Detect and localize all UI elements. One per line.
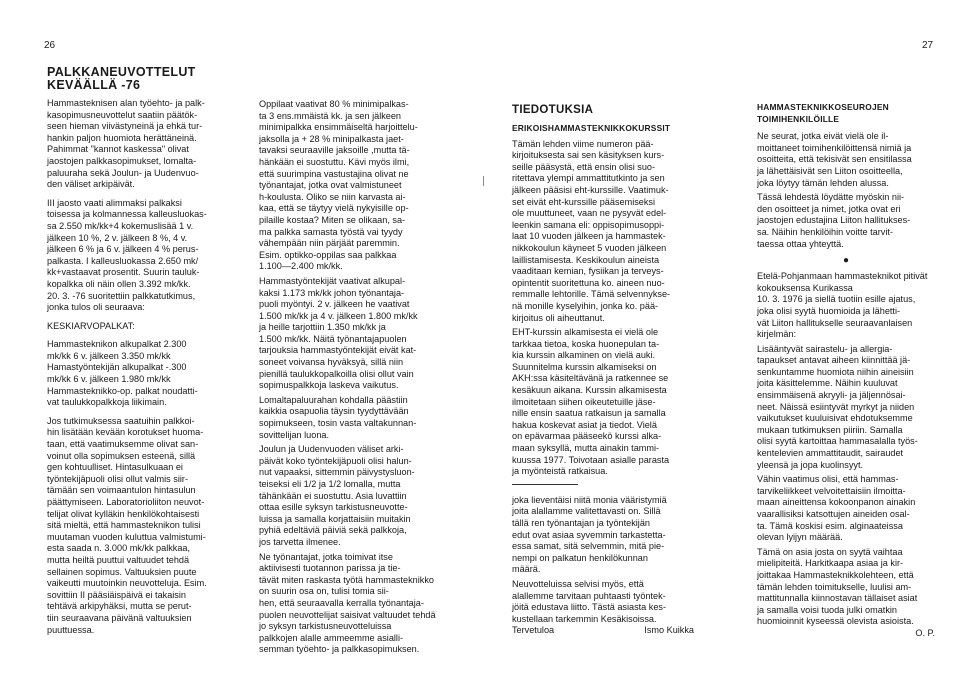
text-line: nikkokoulun käyneet 5 vuoden jälkeen (512, 242, 667, 253)
text-line: Oppilaat vaativat 80 % minimipalkas- (259, 99, 409, 109)
text-line: jaostojen edustajina Liiton hallitukses- (757, 215, 911, 226)
text-line: semman työehto- ja palkkasopimuksen. (259, 644, 420, 655)
title-line: HAMMASTEKNIKKOSEUROJEN (757, 102, 889, 112)
text-line: leenkin samana eli: oppisopimusoppi- (512, 219, 665, 230)
text-line: taessa ottaa yhteyttä. (757, 238, 844, 249)
paragraph (757, 547, 935, 628)
text-line: palkkojen alalle ammeemme asialli- (259, 632, 404, 643)
text-line: Etelä-Pohjanmaan hammasteknikot pitivät kokouksensa Kurikassa (757, 271, 928, 293)
text-line: jo syksyn tarkistusneuvotteluissa (259, 621, 392, 632)
page-number-right: 27 (922, 40, 934, 51)
text-line: nille ensin saatua ratkaisun ja samalla (512, 408, 666, 419)
text-line: tiin seuraavana päivänä valtuuksien (47, 612, 192, 623)
text-line: mk/kk 6 v. jälkeen 1.980 mk/kk (47, 374, 171, 385)
text-line: jonka tulos oli seuraava: (47, 302, 145, 313)
greeting: Tervetuloa (512, 625, 555, 636)
text-line: vaarallisiksi katsottujen aineiden osal- (757, 509, 910, 519)
paragraph (757, 192, 935, 250)
text-line: tähänkään ei suostuttu. Asia luvattiin (259, 490, 407, 501)
text-line: KESKIARVOPALKAT: (47, 320, 135, 331)
title-line: PALKKANEUVOTTELUT (47, 65, 196, 79)
text-line: ottaa esille syksyn tarkistusneuvotte- (259, 502, 408, 513)
text-line: puoli myöntyi. 2 v. jälkeen he vaativat (259, 299, 410, 310)
page-number-left: 26 (44, 40, 56, 51)
paragraph (47, 321, 237, 333)
text-line: vaikeutti muutoinkin neuvotteluja. Esim. (47, 578, 207, 589)
text-line: tarkkaa tietoa, koska huonepulan ta- (512, 338, 660, 349)
text-line: Jos tutkimuksessa saatuihin palkkoi- (47, 415, 195, 426)
paragraph (259, 99, 449, 273)
text-line: voinut olla sopimuksen esteenä, sillä (47, 450, 196, 461)
text-line: esta saada n. 3.000 mk/kk palkkaa, (47, 543, 191, 554)
text-line: seen hieman viivästyneinä ja ehkä tur- (47, 121, 203, 132)
divider (512, 484, 578, 485)
paragraph (512, 139, 702, 325)
text-line: päättymiseen. Laboratorioliiton neuvot- (47, 497, 205, 507)
text-line: tarvikeliikkeet velvoitettaisiin ilmoitta- (757, 485, 906, 496)
text-line: jaostojen palkkasopimukset, lomalta- (47, 155, 197, 166)
text-line: jos tarvetta ilmenee. (259, 536, 341, 547)
text-line: joka lieventäisi niitä monia vääristymiä (512, 494, 667, 505)
bullet: ● (842, 255, 850, 267)
text-line: vähempään niin pärjäät paremmin. (259, 238, 400, 249)
text-line: maan aineittensa kokoonpanon ainakin (757, 497, 916, 508)
paragraph (757, 271, 935, 341)
article-subtitle: ERIKOISHAMMASTEKNIKKOKURSSIT (512, 123, 671, 133)
paragraph (259, 276, 449, 392)
paragraph (757, 131, 935, 189)
paragraph (512, 495, 702, 576)
text-line: hin lisätään kevään korotukset huoma- (47, 427, 204, 438)
text-line: työntekijäpuoli olisi ollut valmis siir- (47, 473, 188, 484)
text-line: kaikkia osapuolia täysin tyydyttävään (259, 406, 409, 417)
paragraph (512, 579, 702, 625)
article-palkkaneuvottelut-col1 (47, 66, 237, 636)
text-line: kustellaan tarkemmin Kesäkisoissa. (512, 613, 657, 624)
text-line: Suunnitelma kurssin alkamiseksi on (512, 361, 657, 372)
text-line: telijat olivat kylläkin henkilökohtaisesti (47, 508, 200, 519)
paragraph (757, 474, 935, 544)
text-line: sopimukseen, tosin vasta valtakunnan- (259, 418, 417, 429)
text-line: palkasta. I kalleusluokassa 2.650 mk/ (47, 255, 199, 266)
text-line: on suurin osa on, tulisi tomia sii- (259, 586, 389, 597)
text-line: sa. Näihin henkilöihin voitte tarvit- (757, 226, 893, 237)
text-line: sitä mieltä, että hammasteknikon tulisi (47, 520, 201, 531)
text-line: sovittiin II pääsiäispäivä ei takaisin (47, 589, 186, 600)
text-line: osoitteita, että tekisivät sen ensitilassa (757, 154, 912, 165)
text-line: päivät koko työntekijäpuoli olisi halun- (259, 455, 412, 466)
text-line: kuussa 1977. Toivotaan asialle parasta (512, 454, 670, 465)
signature (512, 625, 702, 637)
text-line: 20. 3. -76 suoritettiin palkkatutkimus, (47, 290, 196, 301)
text-line: vat taulukkopalkkoja liikimain. (47, 397, 167, 408)
text-line: ja lähettäisivät sen Liiton osoitteella, (757, 165, 903, 176)
text-line: alallemme tarvitaan puhtaasti työntek- (512, 590, 666, 601)
text-line: että suurimpina vastustajina olivat ne (259, 168, 409, 179)
text-line: ensimmäisenä akryyli- ja jäljennösai- (757, 390, 906, 401)
text-line: joita käsittelemme. Näihin kuuluvat (757, 378, 898, 389)
text-line: EHT-kurssin alkamisesta ei vielä ole (512, 327, 659, 338)
text-line: tehtävä arkipyhäksi, mutta se perut- (47, 601, 192, 612)
text-line: kesäkuun aikana. Kurssin alkamisesta (512, 385, 667, 396)
text-line: soneet voivansa hyväksyä, sillä niin (259, 357, 404, 368)
text-line: sellainen sopimus. Valtuuksien puute (47, 566, 197, 577)
text-line: aktiivisesti tuotannon parissa ja tie- (259, 563, 401, 574)
text-line: taan, että vaatimuksemme olivat san- (47, 439, 199, 450)
text-line: 1.100—2.400 mk/kk. (259, 261, 343, 272)
text-line: ritettava ylempi ammattitutkinto ja sen (512, 173, 665, 184)
text-line: Tämän lehden viime numeron pää- (512, 138, 654, 149)
text-line: tävät miten raskasta työtä hammasteknikko (259, 574, 434, 585)
text-line: ta 3 ens.mmäistä kk. ja sen jälkeen (259, 110, 402, 121)
article-title (47, 66, 237, 92)
text-line: olisi syytä kartoittaa hammasalalla työs- (757, 436, 918, 447)
text-line: Vähin vaatimus olisi, että hammas- (757, 474, 899, 485)
text-line: set eivät eht-kurssille pääsemiseksi (512, 196, 656, 207)
text-line: mutta heiltä puuttui valtuudet tehdä (47, 554, 190, 565)
text-line: AKH:ssa käsiteltävänä ja ratkennee se (512, 373, 669, 384)
text-line: huomioinnit kyseessä olevista asioista. (757, 616, 914, 627)
paragraph (259, 552, 449, 656)
text-line: toisessa ja kolmannessa kalleusluokas- (47, 209, 207, 220)
text-line: kia kurssin alkaminen on vielä auki. (512, 350, 656, 361)
text-line: Lomaltapaluurahan kohdalla päästiin (259, 394, 408, 405)
text-line: kirjoitus oli aiheuttanut. (512, 312, 605, 323)
text-line: tarjouksia hammastyöntekijät eivät kat- (259, 345, 417, 356)
paragraph (47, 98, 237, 191)
article-toimihenkiloille (757, 102, 935, 640)
text-line: Ne työnantajat, jotka toimivat itse (259, 551, 393, 562)
text-line: senkuntamme huomiota niihin aineisiin (757, 366, 914, 377)
text-line: pyhiä edeltäviä päiviä sekä palkkoja, (259, 525, 407, 536)
text-line: vät Liiton hallitukselle seuraavanlaisen (757, 317, 913, 328)
text-line: jälkeen 10 %, 2 v. jälkeen 8 %, 4 v. (47, 232, 188, 243)
text-line: Hammastyöntekijät vaativat alkupal- (259, 275, 406, 286)
text-line: Lisääntyvät sairastelu- ja allergia- (757, 343, 893, 354)
text-line: Tässä lehdestä löydätte myöskin nii- (757, 192, 905, 203)
text-line: tämään sen voimaantulon hintasulun (47, 485, 196, 496)
text-line: Hammasteknikko-op. palkat noudatti- (47, 385, 198, 396)
text-line: kopalkka oli näin ollen 3.392 mk/kk. (47, 278, 191, 289)
text-line: luissa ja samalla korjattaisiin muitakin (259, 513, 411, 524)
text-line: määrä. (512, 564, 541, 575)
signature: O. P. (915, 627, 935, 638)
text-line: sopimuspalkkoja laskeva vaikutus. (259, 380, 399, 391)
paragraph (512, 327, 702, 478)
title-line: KEVÄÄLLÄ -76 (47, 78, 141, 92)
text-line: Pahimmat "kannot kaskessa" olivat (47, 144, 189, 155)
text-line: ta. Tämä koskisi esim. alginaateissa (757, 520, 903, 531)
text-line: ilmoitetaan siihen oikeutetuille jäse- (512, 396, 656, 407)
text-line: mattitunnalla kiinnostavan tällaiset asiat (757, 593, 918, 604)
text-line: kaa, että se täytyy vielä nykyisille op- (259, 203, 409, 214)
text-line: olevan lyijyn määrää. (757, 532, 843, 543)
text-line: ma palkka samasta työstä vai tyydy (259, 226, 403, 237)
text-line: kk+vastaavat prosentit. Suurin tauluk- (47, 267, 200, 278)
text-line: den osoitteet ja nimet, jotka ovat eri (757, 203, 901, 214)
text-line: nempi on palkatun henkilökunnan (512, 552, 648, 563)
text-line: jaksolla ja + 28 % minipalkasta jaet- (259, 133, 404, 144)
text-line: Tämä on asia josta on syytä vaihtaa (757, 546, 903, 557)
article-title: TIEDOTUKSIA (512, 104, 594, 116)
text-line: ja samalla voisi tuoda julki omatkin (757, 604, 897, 615)
text-line: ja heille tarjottiin 1.350 mk/kk ja (259, 322, 386, 333)
text-line: Ne seurat, jotka eivät vielä ole il- (757, 131, 889, 142)
text-line: Hammasteknikon alkupalkat 2.300 (47, 339, 187, 350)
text-line: Joulun ja Uudenvuoden väliset arki- (259, 444, 404, 455)
paragraph (47, 198, 237, 314)
text-line: yleensä ja jopa kuolinsyyt. (757, 459, 864, 470)
text-line: minimipalkka ensimmäiseltä harjoittelu- (259, 122, 418, 133)
text-line: sa 2.550 mk/kk+4 kokemuslisää 1 v. (47, 220, 194, 231)
text-line: nut vapaaksi, sittemmin päivystysluon- (259, 467, 415, 478)
title-line: TOIMIHENKILÖILLE (757, 113, 840, 124)
text-line: tällä ren työnantajan ja työntekijän (512, 518, 650, 528)
paragraph (259, 395, 449, 441)
text-line: työnantajat, jotka ovat valmistuneet (259, 180, 402, 191)
text-line: essa samat, sitä selvemmin, mitä pie- (512, 541, 665, 552)
text-line: mk/kk 6 v. jälkeen 3.350 mk/kk (47, 350, 171, 361)
text-line: Hamastyöntekijän alkupalkat -.300 (47, 362, 187, 373)
text-line: vaikutukset kuuluisivat ehdotuksemme (757, 413, 913, 424)
text-line: vaaditaan kemian, fysiikan ja terveys- (512, 266, 664, 277)
text-line: kaksi 1.173 mk/kk johon työnantaja- (259, 287, 405, 298)
column-mark (483, 176, 484, 186)
text-line: moittaneet toimihenkilöittensä nimiä ja (757, 142, 912, 153)
article-body (757, 271, 935, 628)
text-line: ole muuttuneet, vaan ne pysyvät edel- (512, 208, 667, 219)
text-line: hakua koskevat asiat ja tiedot. Vielä (512, 419, 657, 430)
text-line: Neuvotteluissa selvisi myös, että (512, 578, 644, 589)
author-name: Ismo Kuikka (644, 625, 694, 636)
text-line: gen kohtuulliset. Hintasulkuaan ei (47, 462, 183, 473)
text-line: teiseksi eli 1/2 ja 1/2 lomalla, mutta (259, 479, 401, 489)
text-line: joka löytyy tämän lehden alussa. (757, 177, 889, 188)
text-line: sovittelijan luona. (259, 429, 330, 440)
text-line: kentelevien ammattitaudit, sairaudet (757, 448, 904, 459)
text-line: joita alallamme valitettavasti on. Sillä (512, 506, 661, 517)
text-line: hänkään ei suostuttu. Kävi myös ilmi, (259, 156, 410, 167)
text-line: 1.500 mk/kk. Näitä työnantajapuolen (259, 333, 407, 344)
text-line: tavaksi seuraaville jaksoille ,mutta tä- (259, 145, 410, 156)
paragraph (47, 339, 237, 409)
text-line: hen, että seuraavalla kerralla työnantaja- (259, 597, 424, 608)
text-line: tämän lehden toimitukselle, luulisi am- (757, 581, 912, 592)
text-line: hankin paljon huomiota herättäneinä. (47, 132, 197, 143)
text-line: laat 10 vuoden jälkeen ja hammastek- (512, 231, 666, 242)
text-line: h-koulusta. Oliko se niin karvasta ai- (259, 191, 406, 202)
paragraph (259, 444, 449, 548)
text-line: kirjelmän: (757, 329, 797, 340)
text-line: puuttuessa. (47, 624, 95, 635)
text-line: neet. Näissä esiintyvät myrkyt ja niiden (757, 401, 915, 412)
article-body (512, 495, 702, 626)
text-line: puolen neuvottelijat saisivat valtuudet tehdä (259, 609, 436, 620)
article-body (512, 139, 702, 478)
text-line: Esim. optikko-oppilas saa palkkaa (259, 249, 397, 260)
article-body (259, 99, 449, 656)
text-line: opintentit suoritettuna ko. aineen nuo- (512, 277, 665, 288)
text-line: jöitä edustava liitto. Tästä asiasta kes- (512, 602, 667, 613)
paragraph (47, 416, 237, 636)
text-line: paluuraha sekä Joulun- ja Uudenvuo- (47, 167, 199, 178)
text-line: 1.500 mk/kk ja 4 v. jälkeen 1.800 mk/kk (259, 310, 418, 321)
text-line: joittakaa Hammasteknikkolehteen, että (757, 569, 914, 580)
text-line: mielipiteitä. Harkitkaapa asiaa ja kir- (757, 558, 904, 569)
text-line: jälkeen 6 % ja 6 v. jälkeen 4 % perus- (47, 244, 199, 255)
text-line: tapaukset antavat aiheen kiinnittää jä- (757, 355, 911, 366)
text-line: laillistamisesta. Keskikoulun aineista (512, 254, 660, 265)
text-line: pienillä taulukkopalkoilla olisi ollut vain (259, 368, 414, 379)
article-body (757, 131, 935, 250)
article-palkkaneuvottelut-col2 (259, 99, 449, 656)
text-line: III jaosto vaati alimmaksi palkaksi (47, 197, 182, 208)
text-line: Hammasteknisen alan työehto- ja palk- (47, 98, 205, 108)
text-line: remmalle lehtorille. Tämä selvennykse- (512, 289, 671, 300)
text-line: on epävarmaa pääseekö kurssi alka- (512, 431, 662, 442)
text-line: edut ovat asiaa syvemmin tarkastetta- (512, 529, 666, 540)
text-line: muutaman vuoden kuluttua valmistumi- (47, 531, 206, 542)
article-tiedotuksia (512, 104, 702, 637)
text-line: mukaan tutkimuksen piiriin. Samalla (757, 424, 903, 435)
text-line: seille pääsystä, että ensin olisi suo- (512, 161, 656, 172)
text-line: jälkeen pääsisi eht-kurssille. Vaatimuk- (512, 184, 669, 195)
text-line: 10. 3. 1976 ja siellä tuotiin esille ajatus, (757, 294, 916, 305)
text-line: den väliset arkipäivät. (47, 179, 135, 190)
text-line: kirjoituksesta sai sen käsityksen kurs- (512, 150, 665, 161)
text-line: maan syksyllä, mutta ainakin tammi- (512, 443, 660, 454)
text-line: nä monille kyselyihin, jonka ko. pää- (512, 300, 659, 311)
text-line: kasopimusneuvottelut saatiin päätök- (47, 109, 198, 120)
text-line: pilaille kostaa? Miten se olikaan, sa- (259, 214, 406, 225)
text-line: joka olisi syytä huomioida ja lähetti- (757, 305, 901, 316)
text-line: ja myönteistä ratkaisua. (512, 466, 608, 477)
article-body (47, 98, 237, 636)
paragraph (757, 344, 935, 472)
